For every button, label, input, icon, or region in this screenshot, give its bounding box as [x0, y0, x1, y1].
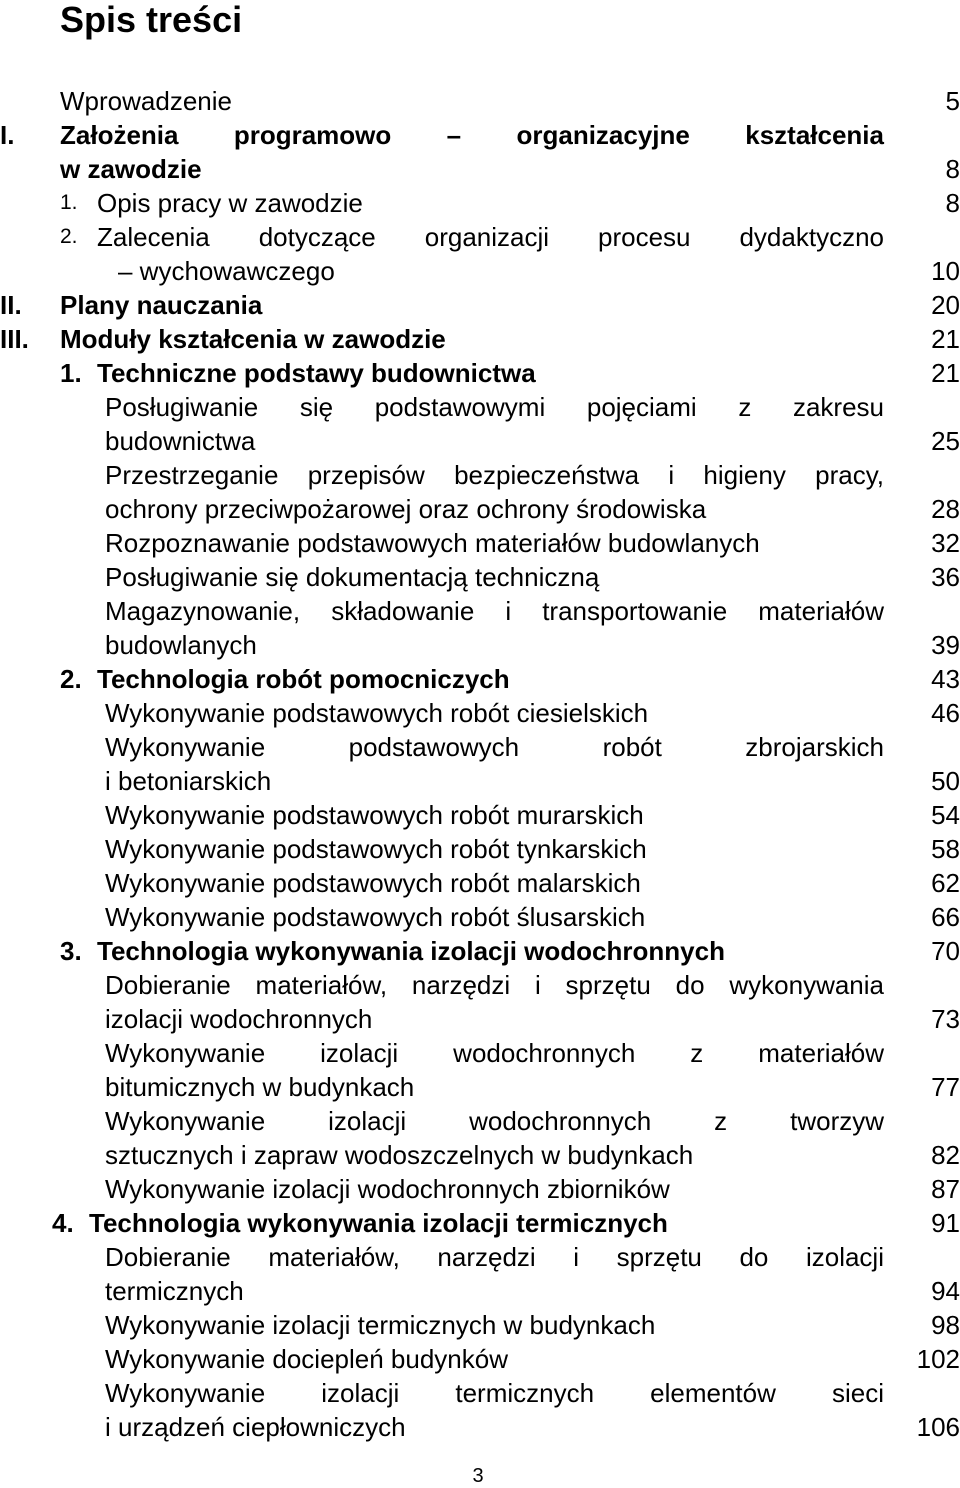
toc-line: [0, 84, 960, 118]
toc-page-number: 70: [931, 936, 960, 966]
toc-page-number: 28: [931, 494, 960, 524]
toc-page-number: 21: [931, 324, 960, 354]
toc-line: [0, 594, 960, 628]
toc-entry-text: sztucznych i zapraw wodoszczelnych w budynkach: [105, 1140, 694, 1170]
toc-entry-text: Wykonywanie izolacji wodochronnych z materiałów: [105, 1038, 884, 1068]
toc-entry-text: Wykonywanie izolacji wodochronnych zbiorników: [105, 1174, 670, 1204]
toc-page-number: 82: [931, 1140, 960, 1170]
toc-entry-text: budownictwa: [105, 426, 256, 456]
toc-entry-text: Wykonywanie dociepleń budynków: [105, 1344, 508, 1374]
toc-line: [0, 1342, 960, 1376]
toc-entry-number: 4.: [52, 1208, 74, 1238]
toc-page-number: 21: [931, 358, 960, 388]
toc-line: [0, 152, 960, 186]
toc-line: [0, 1274, 960, 1308]
toc-line: [0, 1206, 960, 1240]
toc-line: [0, 1138, 960, 1172]
toc-line: [0, 662, 960, 696]
toc-entry-text: Dobieranie materiałów, narzędzi i sprzętu do izolacji: [105, 1242, 884, 1272]
toc-page-number: 106: [916, 1412, 960, 1442]
toc-entry-text: Wprowadzenie: [60, 86, 232, 116]
toc-entry-text: Założenia programowo – organizacyjne kształcenia: [60, 120, 884, 150]
toc-entry-text: Zalecenia dotyczące organizacji procesu dydaktyczno: [97, 222, 884, 252]
toc-page-number: 8: [945, 188, 960, 218]
toc-line: [0, 1410, 960, 1444]
toc-entry-text: i betoniarskich: [105, 766, 272, 796]
toc-line: [0, 492, 960, 526]
toc-line: [0, 424, 960, 458]
toc-line: [0, 968, 960, 1002]
toc-entry-text: Plany nauczania: [60, 290, 263, 320]
toc-line: [0, 1036, 960, 1070]
toc-line: [0, 254, 960, 288]
toc-page-number: 91: [931, 1208, 960, 1238]
toc-page-number: 50: [931, 766, 960, 796]
toc-line: [0, 628, 960, 662]
toc-page-number: 20: [931, 290, 960, 320]
toc-page-number: 8: [945, 154, 960, 184]
toc-line: [0, 118, 960, 152]
toc-page-number: 77: [931, 1072, 960, 1102]
toc-entry-number: 3.: [60, 936, 82, 966]
toc-entry-text: Wykonywanie izolacji termicznych elementów sieci: [105, 1378, 884, 1408]
toc-line: [0, 390, 960, 424]
toc-entry-text: w zawodzie: [60, 154, 202, 184]
toc-line: [0, 798, 960, 832]
toc-entry-text: i urządzeń ciepłowniczych: [105, 1412, 406, 1442]
toc-page-number: 25: [931, 426, 960, 456]
toc-entry-text: Technologia wykonywania izolacji wodochronnych: [97, 936, 725, 966]
toc-entry-text: Magazynowanie, składowanie i transportowanie materiałów: [105, 596, 884, 626]
toc-entry-text: Posługiwanie się dokumentacją techniczną: [105, 562, 600, 592]
toc-page-number: 66: [931, 902, 960, 932]
toc-line: [0, 322, 960, 356]
toc-entry-text: Wykonywanie izolacji wodochronnych z tworzyw: [105, 1106, 884, 1136]
toc-line: [0, 1104, 960, 1138]
toc-line: [0, 1240, 960, 1274]
toc-entry-text: Techniczne podstawy budownictwa: [97, 358, 536, 388]
toc-page-number: 87: [931, 1174, 960, 1204]
toc-page-number: 94: [931, 1276, 960, 1306]
toc-entry-text: Technologia wykonywania izolacji termicznych: [89, 1208, 668, 1238]
toc-entry-text: Rozpoznawanie podstawowych materiałów budowlanych: [105, 528, 760, 558]
toc-entry-number: II.: [0, 290, 22, 320]
toc-entry-text: termicznych: [105, 1276, 244, 1306]
toc-entry-text: Wykonywanie izolacji termicznych w budynkach: [105, 1310, 656, 1340]
toc-page-number: 46: [931, 698, 960, 728]
toc-entry-text: Opis pracy w zawodzie: [97, 188, 363, 218]
toc-line: [0, 934, 960, 968]
toc-page-number: 10: [931, 256, 960, 286]
toc-line: [0, 1172, 960, 1206]
toc-entry-text: Wykonywanie podstawowych robót ciesielskich: [105, 698, 649, 728]
page-footer: [0, 1464, 960, 1488]
page-title: Spis treści: [60, 0, 243, 40]
toc-entry-text: Dobieranie materiałów, narzędzi i sprzętu do wykonywania: [105, 970, 884, 1000]
toc-line: [0, 1376, 960, 1410]
toc-entry-number: 1.: [60, 358, 82, 388]
toc-entry-text: Wykonywanie podstawowych robót tynkarskich: [105, 834, 647, 864]
toc-line: [0, 1308, 960, 1342]
toc-entry-text: izolacji wodochronnych: [105, 1004, 373, 1034]
toc-line: [0, 186, 960, 220]
toc-entry-text: Przestrzeganie przepisów bezpieczeństwa i higieny pracy,: [105, 460, 884, 490]
toc-entry-number: 2.: [60, 664, 82, 694]
toc-entry-number: I.: [0, 120, 15, 150]
toc-entry-text: Wykonywanie podstawowych robót zbrojarskich: [105, 732, 884, 762]
toc-line: [0, 1002, 960, 1036]
toc-entry-number: 1.: [60, 191, 78, 214]
toc-page-number: 54: [931, 800, 960, 830]
toc-line: [0, 220, 960, 254]
toc-entry-number: 2.: [60, 225, 78, 248]
toc-line: [0, 526, 960, 560]
toc-line: [0, 458, 960, 492]
footer-page-number: 3: [472, 1465, 484, 1487]
toc-page-number: 36: [931, 562, 960, 592]
toc-entry-text: Wykonywanie podstawowych robót murarskich: [105, 800, 644, 830]
toc-page-number: 43: [931, 664, 960, 694]
toc-entry-text: Technologia robót pomocniczych: [97, 664, 510, 694]
toc-line: [0, 356, 960, 390]
toc-line: [0, 288, 960, 322]
toc-entry-text: Wykonywanie podstawowych robót ślusarskich: [105, 902, 646, 932]
toc-entry-text: Wykonywanie podstawowych robót malarskich: [105, 868, 641, 898]
toc-line: [0, 730, 960, 764]
toc-line: [0, 832, 960, 866]
toc-page-number: 102: [916, 1344, 960, 1374]
toc-page-number: 62: [931, 868, 960, 898]
toc-line: [0, 764, 960, 798]
toc-line: [0, 696, 960, 730]
toc-page-number: 98: [931, 1310, 960, 1340]
toc-line: [0, 866, 960, 900]
toc-line: [0, 560, 960, 594]
toc-page-number: 58: [931, 834, 960, 864]
toc-entry-text: bitumicznych w budynkach: [105, 1072, 415, 1102]
toc-entry-text: Moduły kształcenia w zawodzie: [60, 324, 446, 354]
toc-entry-text: – wychowawczego: [118, 256, 335, 286]
toc-line: [0, 1070, 960, 1104]
toc-page-number: 5: [945, 86, 960, 116]
table-of-contents: [0, 84, 960, 1444]
toc-page-number: 73: [931, 1004, 960, 1034]
toc-page-number: 32: [931, 528, 960, 558]
toc-page-number: 39: [931, 630, 960, 660]
toc-entry-number: III.: [0, 324, 29, 354]
toc-entry-text: Posługiwanie się podstawowymi pojęciami z zakresu: [105, 392, 884, 422]
toc-entry-text: budowlanych: [105, 630, 257, 660]
toc-entry-text: ochrony przeciwpożarowej oraz ochrony środowiska: [105, 494, 707, 524]
toc-line: [0, 900, 960, 934]
